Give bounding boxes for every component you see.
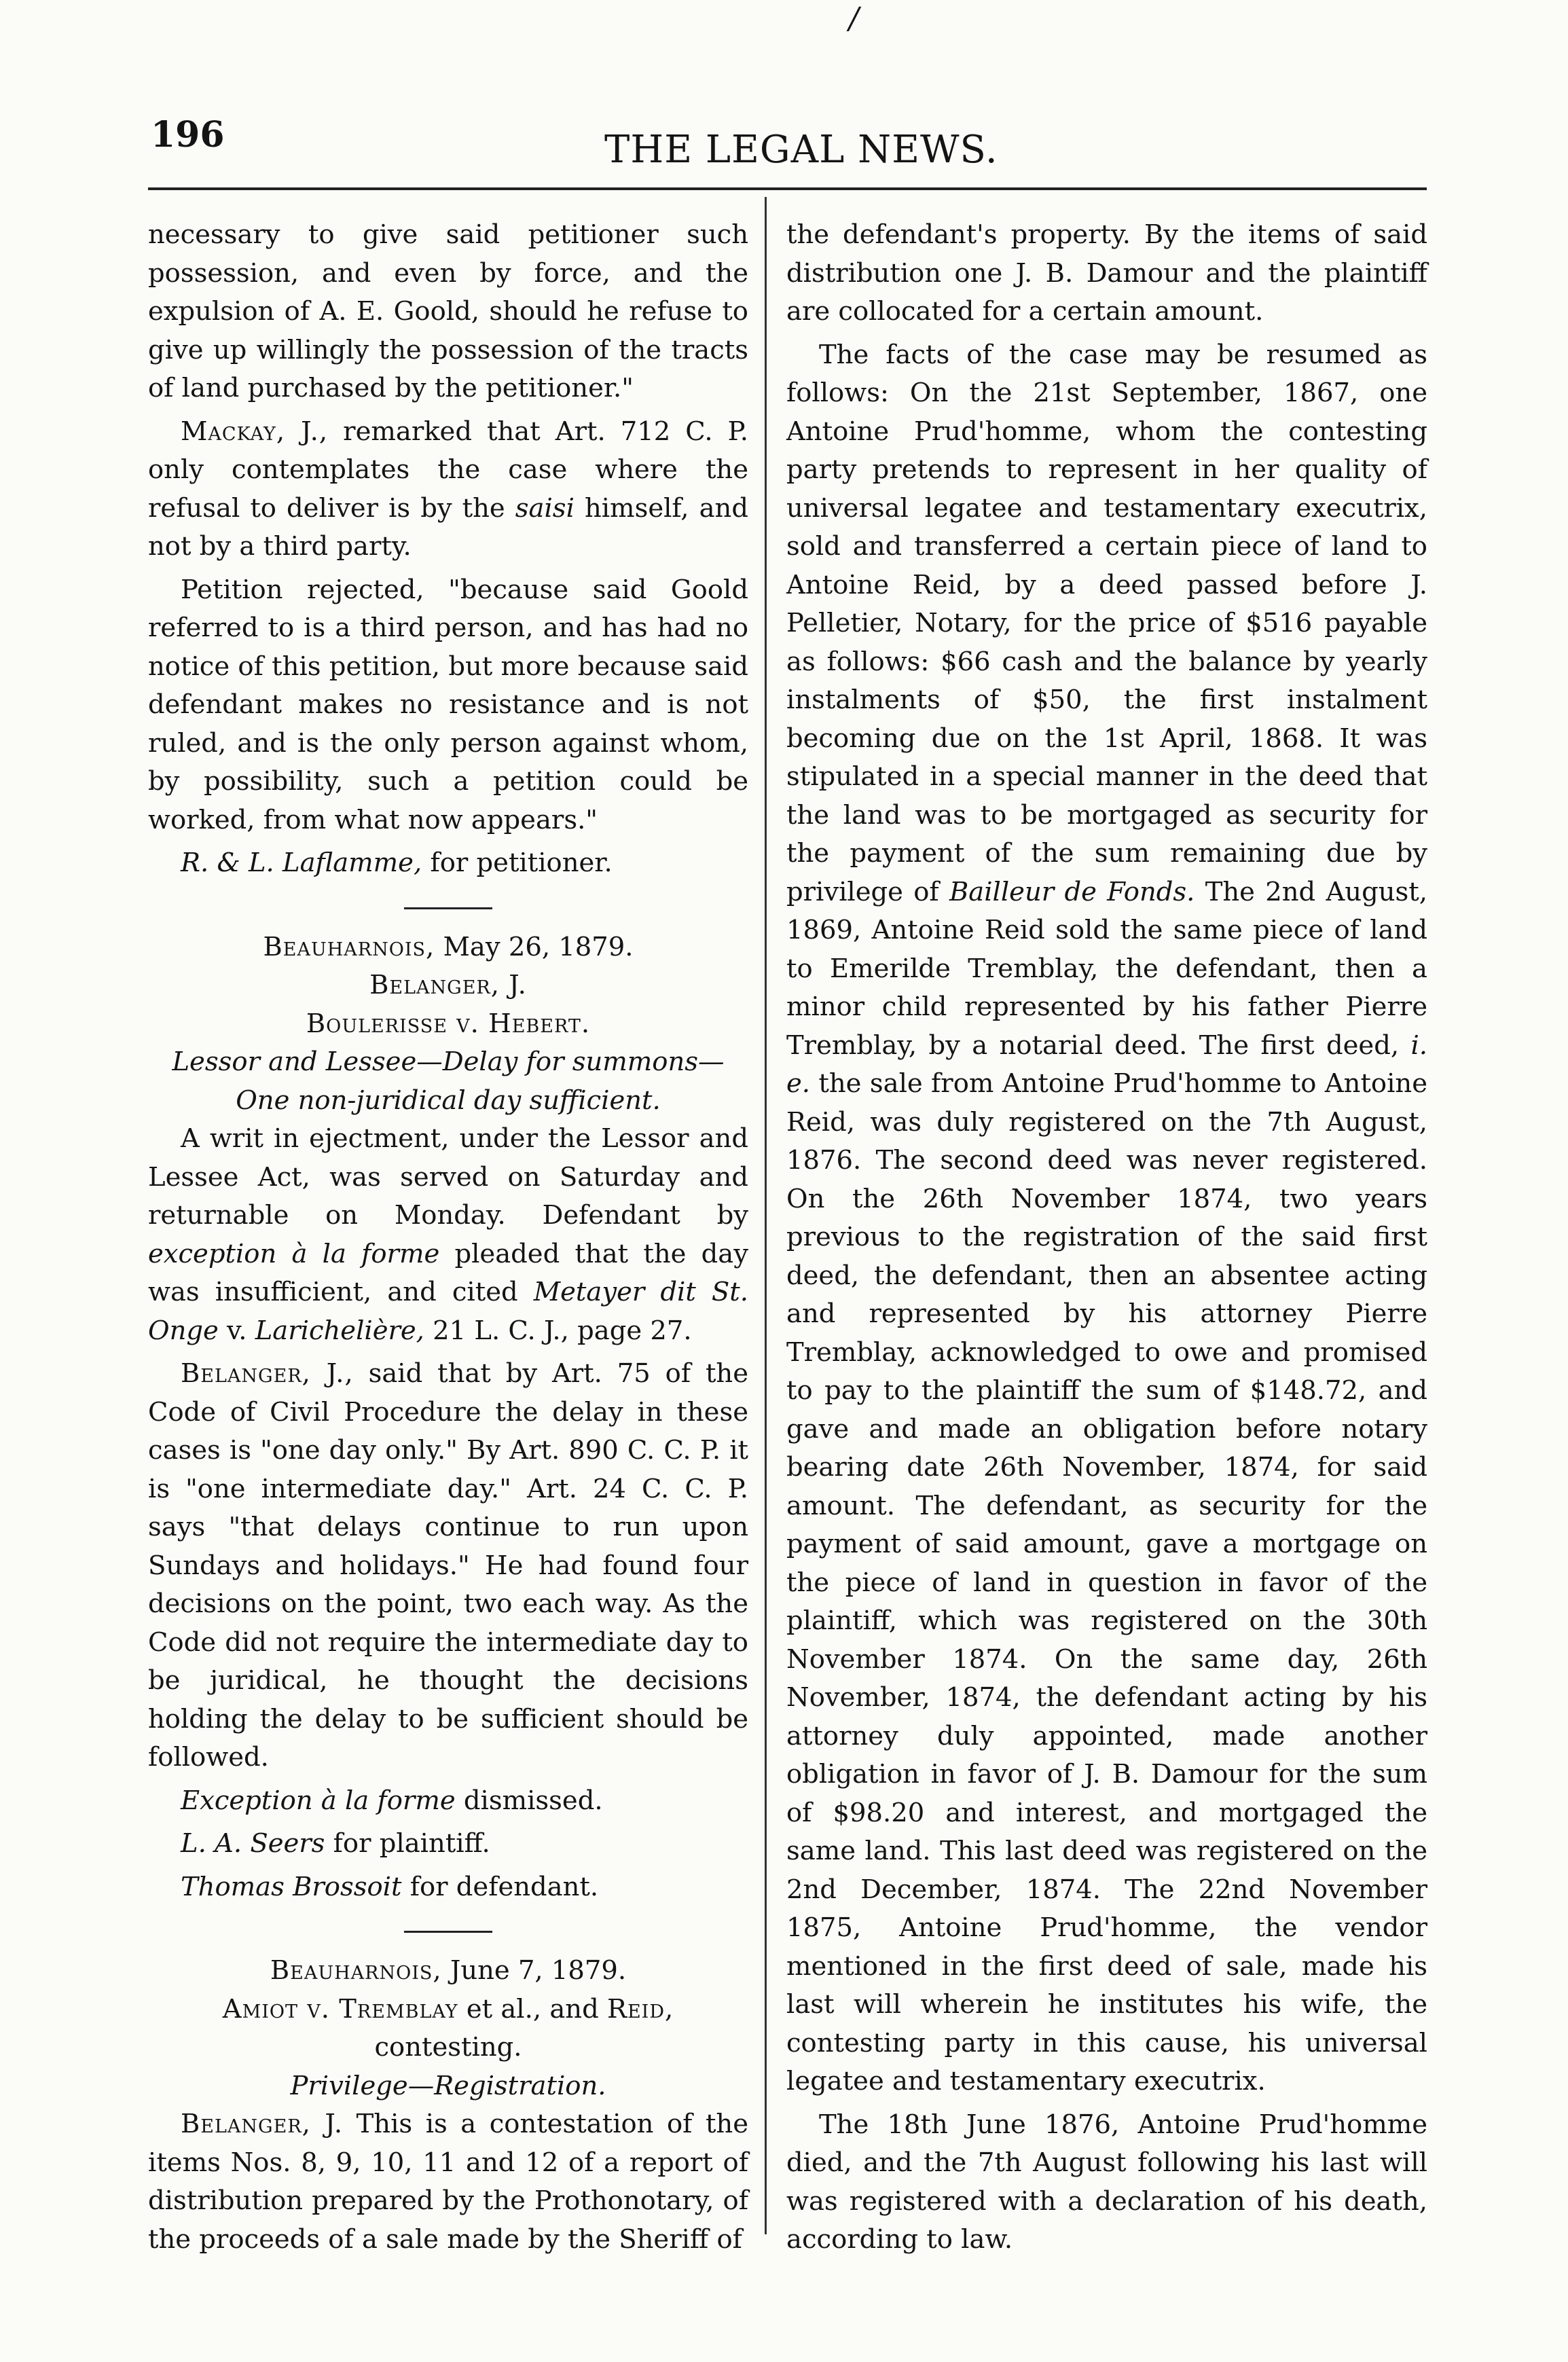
- judge-name: Belanger, J.: [181, 2109, 344, 2139]
- text-run: remarked that Art. 712 C. P. only contemplates the case where the refusal to deliver is by the: [148, 416, 749, 524]
- case-name: Larichelière,: [255, 1315, 424, 1346]
- paragraph-death: The 18th June 1876, Antoine Prud'homme died, and the 7th August following his last will was registered with a declaration of his death, according to law.: [786, 2109, 1427, 2255]
- case-date: June 7, 1879.: [441, 1955, 627, 1986]
- party-names: Amiot v. Tremblay: [222, 1993, 458, 2024]
- counsel-name: Thomas Brossoit: [181, 1871, 402, 1902]
- text-run: said that by Art. 75 of the Code of Civil Procedure the delay in these cases is "one day only." By Art. 890 C. C. P. it is "one intermediate day." Art. 24 C. C. P. says "that delays continue to run upon Sundays and holidays." He had found four decisions on the point, two each way. As the Code did not require the intermediate day to be juridical, he thought the decisions holding the delay to be sufficient should be followed.: [148, 1358, 748, 1773]
- counsel-role: for defendant.: [401, 1871, 599, 1902]
- text-run: 21 L. C. J., page 27.: [424, 1315, 692, 1346]
- counsel-line: [148, 1825, 748, 1864]
- running-title: THE LEGAL NEWS.: [604, 128, 998, 172]
- text-run: The facts of the case may be resumed as follows: On the 21st September, 1867, one Antoine Prud'homme, whom the contesting party pretends to represent in her quality of universal legatee and testamentary executrix, sold and transferred a certain piece of land to Antoine Reid, by a deed passed before J. Pelletier, Notary, for the price of $516 payable as follows: $66 cash and the balance by yearly instalments of $50, the first instalment becoming due on the 1st April, 1868. It was stipulated in a special manner in the deed that the land was to be mortgaged as security for the payment of the sum remaining due by privilege of: [786, 339, 1427, 907]
- term-bailleur: Bailleur de Fonds.: [949, 876, 1195, 907]
- term-saisi: saisi: [515, 492, 575, 524]
- case-dateline: [148, 928, 748, 967]
- case-parties: Boulerisse v. Hebert.: [306, 1008, 591, 1039]
- paragraph-petition-quote: necessary to give said petitioner such possession, and even by force, and the expulsion of A. E. Goold, should he refuse to give up willingly the possession of the tracts of land purchased by the petitioner.": [148, 219, 748, 403]
- counsel-line: [148, 1868, 748, 1907]
- disposition-line: [148, 1782, 748, 1821]
- paragraph-belanger-opinion: [148, 1355, 748, 1777]
- right-column: [786, 216, 1427, 2264]
- header-rule: [148, 187, 1427, 190]
- party-names: Reid,: [606, 1993, 674, 2024]
- term-ie: i. e.: [786, 1030, 1427, 1099]
- judge-name: Mackay, J.,: [181, 416, 329, 447]
- text-run: The 2nd August, 1869, Antoine Reid sold the same piece of land to Emerilde Tremblay, the defendant, then a minor child represented by his father Pierre Tremblay, by a notarial deed. The first deed,: [786, 876, 1427, 1061]
- left-column: [148, 216, 748, 2264]
- paragraph-petition-rejected: Petition rejected, "because said Goold referred to is a third person, and has had no notice of this petition, but more because said defendant makes no resistance and is not ruled, and is the only person against whom, by possibility, such a petition could be worked, from what now appears.": [148, 574, 748, 835]
- case-headnote: Privilege—Registration.: [290, 2070, 606, 2101]
- case-parties: [148, 1991, 748, 2067]
- counsel-role: for petitioner.: [422, 848, 613, 878]
- case-dateline: [148, 1952, 748, 1991]
- text-run: contesting.: [374, 2032, 522, 2063]
- section-rule: [404, 1931, 492, 1933]
- paragraph-contestation: [148, 2105, 748, 2259]
- term-exception: exception à la forme: [148, 1238, 440, 1269]
- counsel-role: for plaintiff.: [325, 1828, 490, 1859]
- place-name: Beauharnois,: [270, 1955, 442, 1986]
- counsel-line: [148, 844, 748, 883]
- text-run: et al., and: [458, 1993, 607, 2024]
- section-rule: [404, 907, 492, 909]
- paragraph-mackay: [148, 413, 748, 566]
- paragraph-continuation: the defendant's property. By the items of said distribution one J. B. Damour and the plaintiff are collocated for a certain amount.: [786, 219, 1427, 327]
- text-run: pleaded that the day was insufficient, and cited: [148, 1238, 748, 1307]
- top-mark: /: [849, 1, 859, 36]
- case-headnote: Lessor and Lessee—Delay for summons—One non-juridical day sufficient.: [172, 1047, 725, 1116]
- counsel-name: L. A. Seers: [181, 1828, 325, 1859]
- counsel-name: R. & L. Laflamme,: [181, 848, 422, 878]
- paragraph-writ: [148, 1120, 748, 1350]
- text-run: dismissed.: [455, 1785, 603, 1816]
- case-judge: Belanger, J.: [369, 970, 527, 1000]
- page-number: 196: [151, 114, 225, 156]
- text-run: This is a contestation of the items Nos. 8, 9, 10, 11 and 12 of a report of distribution prepared by the Prothonotary, of the proceeds of a sale made by the Sheriff of: [148, 2109, 748, 2255]
- text-run: A writ in ejectment, under the Lessor and Lessee Act, was served on Saturday and returnable on Monday. Defendant by: [148, 1123, 748, 1231]
- case-date: May 26, 1879.: [435, 931, 634, 962]
- case-name: Metayer dit St. Onge: [148, 1277, 748, 1346]
- text-run: the sale from Antoine Prud'homme to Antoine Reid, was duly registered on the 7th August, 1876. The second deed was never registered. On the 26th November 1874, two years previous to the registration of the said first deed, the defendant, then an absentee acting and represented by his attorney Pierre Tremblay, acknowledged to owe and promised to pay to the plaintiff the sum of $148.72, and gave and made an obligation before notary bearing date 26th November, 1874, for said amount. The defendant, as security for the payment of said amount, gave a mortgage on the piece of land in question in favor of the plaintiff, which was registered on the 30th November 1874. On the same day, 26th November, 1874, the defendant acting by his attorney duly appointed, made another obligation in favor of J. B. Damour for the sum of $98.20 and interest, and mortgaged the same land. This last deed was registered on the 2nd December, 1874. The 22nd November 1875, Antoine Prud'homme, the vendor mentioned in the first deed of sale, made his last will wherein he institutes his wife, the contesting party in this cause, his universal legatee and testamentary executrix.: [786, 1068, 1427, 2096]
- term-exception: Exception à la forme: [181, 1785, 456, 1816]
- column-divider: [765, 197, 767, 2234]
- text-run: himself, and not by a third party.: [148, 492, 748, 562]
- text-run: v.: [218, 1315, 255, 1346]
- paragraph-facts: [786, 336, 1427, 2101]
- place-name: Beauharnois,: [263, 931, 435, 962]
- judge-name: Belanger, J.,: [181, 1358, 354, 1389]
